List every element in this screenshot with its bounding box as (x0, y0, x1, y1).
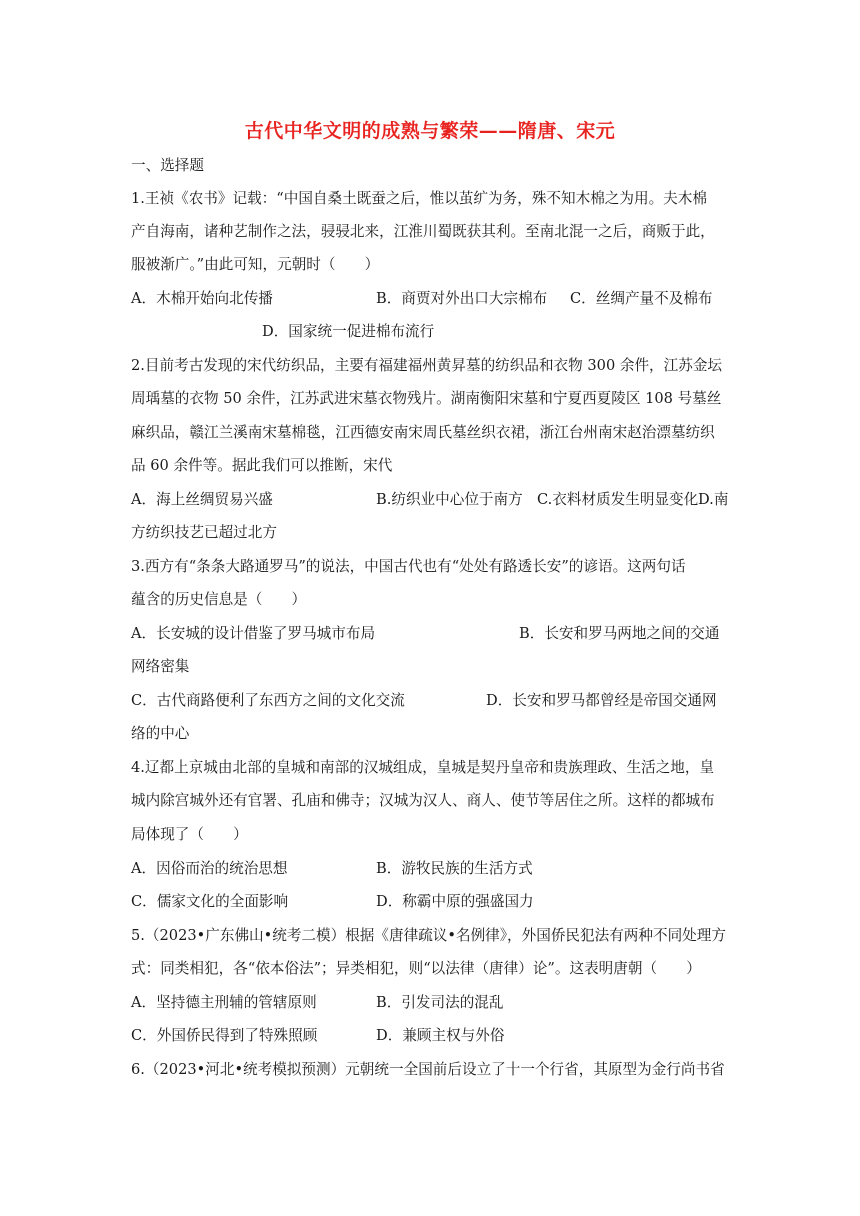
q4-line-1: 4.辽都上京城由北部的皇城和南部的汉城组成，皇城是契丹皇帝和贵族理政、生活之地，皇 (131, 759, 715, 776)
q3-line-1: 3.西方有“条条大路通罗马”的说法，中国古代也有“处处有路透长安”的谚语。这两句话 (131, 558, 686, 575)
q4-line-2: 城内除宫城外还有官署、孔庙和佛寺；汉城为汉人、商人、使节等居住之所。这样的都城布 (131, 792, 715, 809)
q3-line-2: 蕴含的历史信息是（ ） (131, 591, 307, 608)
q1-option-b: B．商贾对外出口大宗棉布 (376, 290, 548, 307)
q2-line-1: 2.目前考古发现的宋代纺织品，主要有福建福州黄昇墓的纺织品和衣物 300 余件，江苏金坛 (131, 357, 723, 374)
q5-line-2: 式：同类相犯，各“依本俗法”；异类相犯，则“以法律（唐律）论”。这表明唐朝（ ） (131, 960, 701, 977)
q5-option-b: B．引发司法的混乱 (376, 994, 504, 1011)
q2-option-d: D.南 (698, 491, 729, 508)
q1-option-c: C．丝绸产量不及棉布 (570, 290, 713, 307)
q3-option-c: C．古代商路便利了东西方之间的文化交流 (131, 692, 405, 709)
q2-option-b: B.纺织业中心位于南方 (376, 491, 523, 508)
q5-line-1: 5.（2023•广东佛山•统考二模）根据《唐律疏议•名例律》，外国侨民犯法有两种不同处理方 (131, 927, 726, 944)
q3-option-b: B．长安和罗马两地之间的交通 (519, 625, 720, 642)
q2-option-c: C.衣料材质发生明显变化 (537, 491, 699, 508)
q1-option-a: A．木棉开始向北传播 (131, 290, 273, 307)
q3-option-b-continued: 网络密集 (131, 658, 190, 675)
q2-line-3: 麻织品，赣江兰溪南宋墓棉毯，江西德安南宋周氏墓丝织衣裙，浙江台州南宋赵治漂墓纺织 (131, 424, 715, 441)
q4-option-d: D．称霸中原的强盛国力 (376, 893, 534, 910)
document-title: 古代中华文明的成熟与繁荣——隋唐、宋元 (244, 120, 616, 142)
q2-line-2: 周瑀墓的衣物 50 余件，江苏武进宋墓衣物残片。湖南衡阳宋墓和宁夏西夏陵区 108 号墓丝 (131, 390, 722, 407)
q5-option-a: A．坚持德主刑辅的管辖原则 (131, 994, 317, 1011)
q4-option-a: A．因俗而治的统治思想 (131, 860, 288, 877)
q1-line-1: 1.王祯《农书》记载：“中国自桑土既蚕之后，惟以茧纩为务，殊不知木棉之为用。夫木棉 (131, 190, 707, 207)
q1-option-d: D．国家统一促进棉布流行 (262, 323, 435, 340)
q3-option-a: A．长安城的设计借鉴了罗马城市布局 (131, 625, 376, 642)
q2-option-a: A．海上丝绸贸易兴盛 (131, 491, 273, 508)
q6-line-1: 6.（2023•河北•统考模拟预测）元朝统一全国前后设立了十一个行省，其原型为金行尚书省 (131, 1061, 725, 1078)
q4-line-3: 局体现了（ ） (131, 826, 248, 843)
q2-option-d-continued: 方纺织技艺已超过北方 (131, 524, 277, 541)
q1-line-2: 产自海南，诸种艺制作之法，骎骎北来，江淮川蜀既获其利。至南北混一之后，商贩于此， (131, 223, 715, 240)
q5-option-d: D．兼顾主权与外俗 (376, 1027, 505, 1044)
q1-line-3: 服被渐广。”由此可知，元朝时（ ） (131, 256, 380, 273)
q3-option-d: D．长安和罗马都曾经是帝国交通网 (486, 692, 717, 709)
q4-option-c: C．儒家文化的全面影响 (131, 893, 289, 910)
section-heading: 一、选择题 (131, 157, 204, 174)
q4-option-b: B．游牧民族的生活方式 (376, 860, 533, 877)
q5-option-c: C．外国侨民得到了特殊照顾 (131, 1027, 318, 1044)
q3-option-d-continued: 络的中心 (131, 725, 190, 742)
q2-line-4: 品 60 余件等。据此我们可以推断，宋代 (131, 457, 393, 474)
